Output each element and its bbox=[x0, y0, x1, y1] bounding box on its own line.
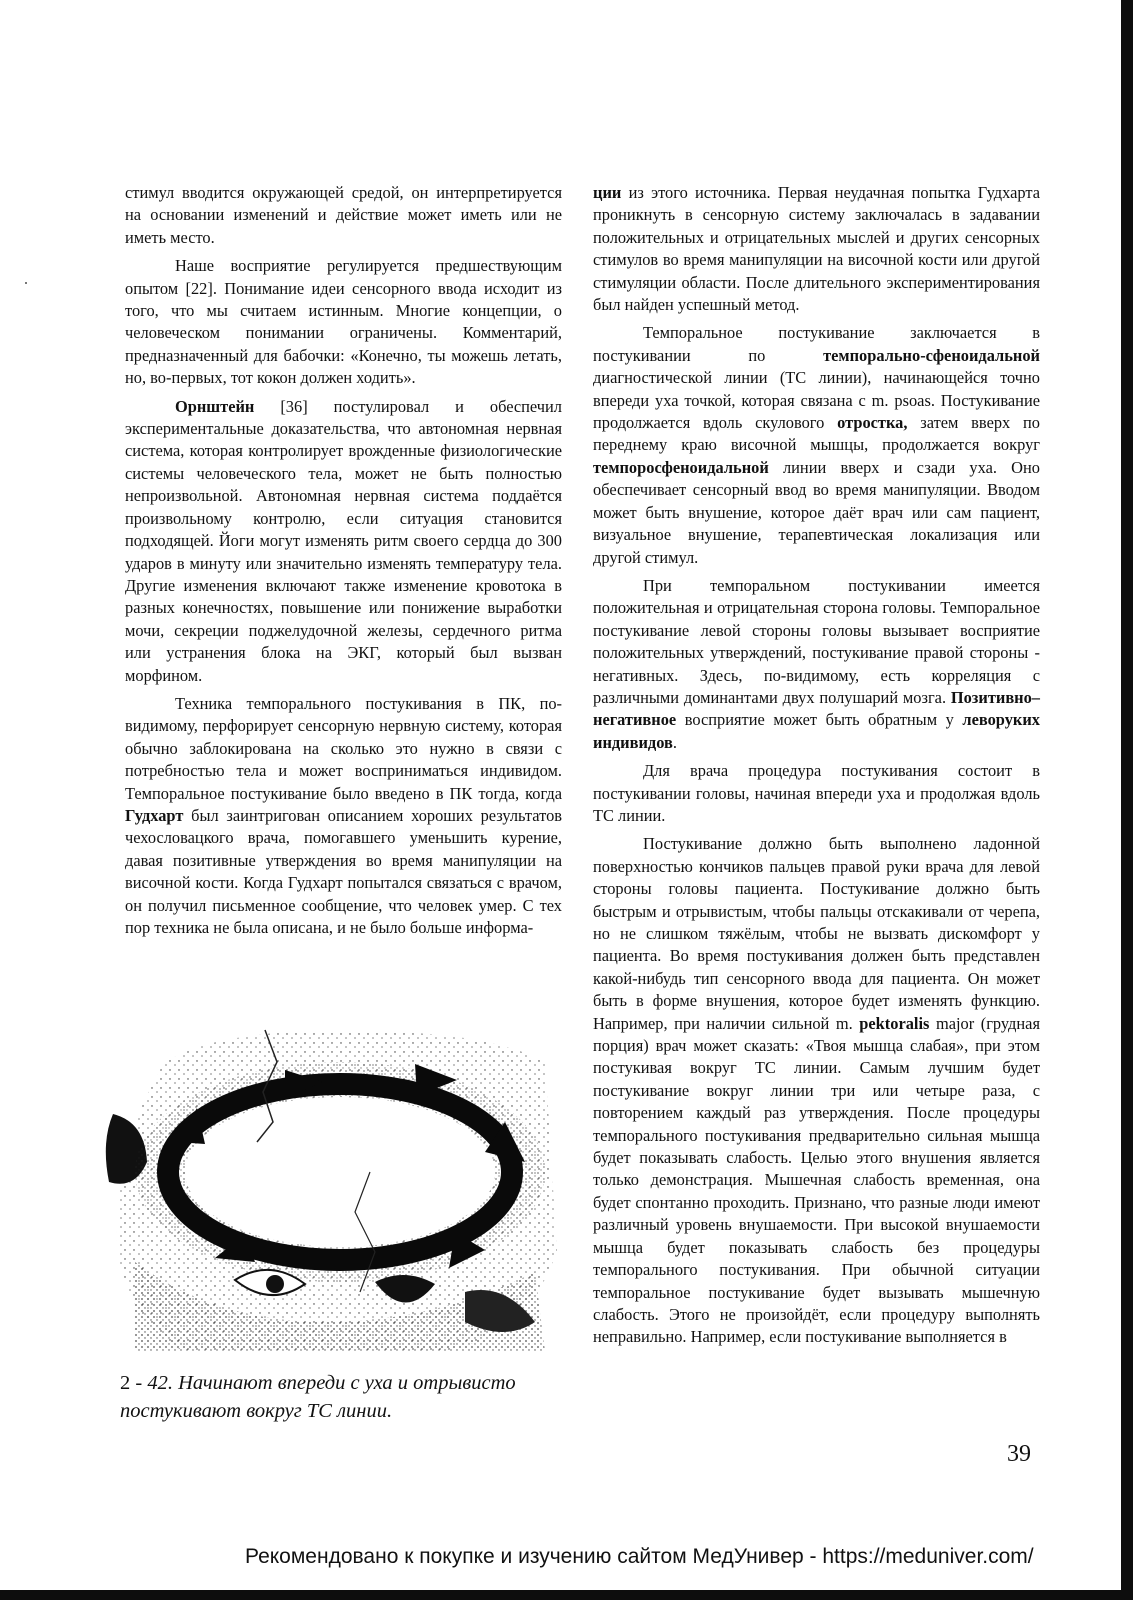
emphasis: темпорально-сфеноидальной bbox=[823, 345, 1040, 365]
paragraph bbox=[593, 322, 1040, 568]
emphasis: леворуких индивидов bbox=[593, 710, 1040, 752]
left-text-column bbox=[125, 182, 562, 945]
page-number: 39 bbox=[1007, 1441, 1031, 1467]
paragraph bbox=[125, 693, 562, 939]
scan-speck bbox=[25, 282, 27, 284]
pupil bbox=[266, 1275, 284, 1293]
head-illustration bbox=[105, 1022, 577, 1360]
paragraph: Наше восприятие регулируется предшествующим опытом [22]. Понимание идеи сенсорного ввода исходит из того, что мы считаем истинным. Многие концепции, о человеческом понимании ограничены. Комментарий, предназначенный для бабочки: «Конечно, ты можешь летать, но, во-первых, тот кокон должен ходить». bbox=[125, 256, 562, 388]
caption-text: 42. Начинают впереди с уха и отрывисто постукивают вокруг ТС линии. bbox=[120, 1372, 516, 1422]
text-run: При темпоральном постукивании имеется положительная и отрицательная сторона головы. Темпоральное постукивание левой стороны головы вызывает восприятие положительных утверждений, постукивание правой стороны - негативных. Здесь, по-видимому, есть корреляция с различными доминантами двух полушарий мозга. bbox=[593, 575, 1040, 707]
emphasis: pektoralis bbox=[859, 1013, 930, 1033]
text-run: из этого источника. Первая неудачная попытка Гудхарта проникнуть в сенсорную систему заключалась в задавании положительных и отрицательных мыслей и других сенсорных стимулов во время манипуляции на височной кости или другой стимуляции области. После длительного экспериментирования был найден успешный метод. bbox=[593, 183, 1040, 315]
emphasis: Орнштейн bbox=[175, 396, 255, 416]
paragraph bbox=[593, 833, 1040, 1348]
text-run: линии вверх и сзади уха. Оно обеспечивает сенсорный ввод во время манипуляции. Вводом может быть внушение, которое даёт врач или сам пациент, визуальное внушение, терапевтическая локализация или другой стимул. bbox=[593, 457, 1040, 567]
text-run: [36] постулировал и обеспечил экспериментальные доказательства, что автономная нервная система, которая контролирует врожденные физиологические системы человеческого тела, может не быть полностью непроизвольной. Автономная нервная система поддаётся произвольному контролю, если ситуация становится подходящей. Йоги могут изменять ритм своего сердца до 300 ударов в минуту или значительно изменять температуру тела. Другие изменения включают также изменение кровотока в разных конечностях, повышение или понижение выработки мочи, секреции поджелудочной железы, сердечного ритма или устранения блока на ЭКГ, который был вызван морфином. bbox=[125, 396, 562, 685]
text-run: Темпоральное постукивание заключается в постукивании по bbox=[593, 323, 1040, 365]
footer-banner: Рекомендовано к покупке и изучению сайтом МедУнивер - https://meduniver.com/ bbox=[245, 1545, 1034, 1568]
paragraph: Для врача процедура постукивания состоит в постукивании головы, начиная впереди уха и продолжая вдоль ТС линии. bbox=[593, 761, 1040, 825]
text-run: Техника темпорального постукивания в ПК, по-видимому, перфорирует сенсорную нервную систему, которая обычно заблокирована на сколько это нужно в связи с потребностью тела и может восприниматься индивидом. Темпоральное постукивание было введено в ПК тогда, когда bbox=[125, 693, 562, 803]
emphasis: Гудхарт bbox=[125, 805, 184, 825]
text-run: диагностической линии (ТС линии), начинающейся точно впереди уха точкой, которая связана с m. psoas. Постукивание продолжается вдоль скулового bbox=[593, 368, 1040, 433]
paragraph: стимул вводится окружающей средой, он интерпретируется на основании изменений и действие может иметь или не иметь место. bbox=[125, 183, 562, 247]
text-run: . bbox=[672, 732, 677, 752]
text-run: был заинтригован описанием хороших результатов чехословацкого врача, помогавшего уменьшить курение, давая позитивные утверждения во время манипуляции на височной кости. Когда Гудхарт попытался связаться с врачом, он получил письменное сообщение, что человек умер. С тех пор техника не была описана, и не было больше информа- bbox=[125, 805, 562, 937]
caption-number: 2 - bbox=[120, 1372, 148, 1394]
text-run: Постукивание должно быть выполнено ладонной поверхностью кончиков пальцев правой руки врача для левой стороны головы пациента. Постукивание должно быть быстрым и отрывистым, чтобы пальцы отскакивали от черепа, но не слишком тяжёлым, чтобы не вызвать дискомфорт у пациента. Во время постукивания должен быть представлен какой-нибудь тип сенсорного ввода для пациента. Он может быть в форме внушения, которое будет изменять функцию. Например, при наличии сильной m. bbox=[593, 834, 1040, 1033]
paragraph bbox=[125, 396, 562, 687]
inner-region bbox=[185, 1097, 495, 1247]
emphasis: отростка, bbox=[837, 413, 908, 433]
right-text-column bbox=[593, 182, 1040, 1355]
emphasis: ции bbox=[593, 183, 622, 202]
emphasis: темпоросфеноидальной bbox=[593, 457, 769, 477]
scan-edge-bottom bbox=[0, 1590, 1133, 1600]
tapping-diagram-svg bbox=[105, 1022, 577, 1360]
emphasis: Позитивно–негативное bbox=[593, 687, 1040, 730]
paragraph bbox=[593, 575, 1040, 754]
text-run: восприятие может быть обратным у bbox=[676, 710, 963, 730]
paragraph bbox=[593, 182, 1040, 316]
text-run: major (грудная порция) врач может сказать: «Твоя мышца слабая», при этом постукивая вокруг ТС линии. Самым лучшим будет постукивание вокруг линии три или четыре раза, с повторением каждый раз утверждения. После процедуры темпорального постукивания предварительно сильная мышца будет показывать слабость. Целью этого внушения является только демонстрация. Мышечная слабость временная, она будет спонтанно проходить. Признано, что разные люди имеют различный уровень внушаемости. При высокой внушаемости мышца будет показывать слабость без процедуры темпорального постукивания. При обычной ситуации темпоральное постукивание будет вызывать мышечную слабость. Этого не произойдёт, если процедуру выполнять неправильно. Например, если постукивание выполняется в bbox=[593, 1013, 1040, 1347]
text-run: затем вверх по переднему краю височной мышцы, продолжается вокруг bbox=[593, 413, 1040, 455]
scan-edge-right bbox=[1121, 0, 1133, 1600]
figure-caption bbox=[120, 1369, 580, 1425]
